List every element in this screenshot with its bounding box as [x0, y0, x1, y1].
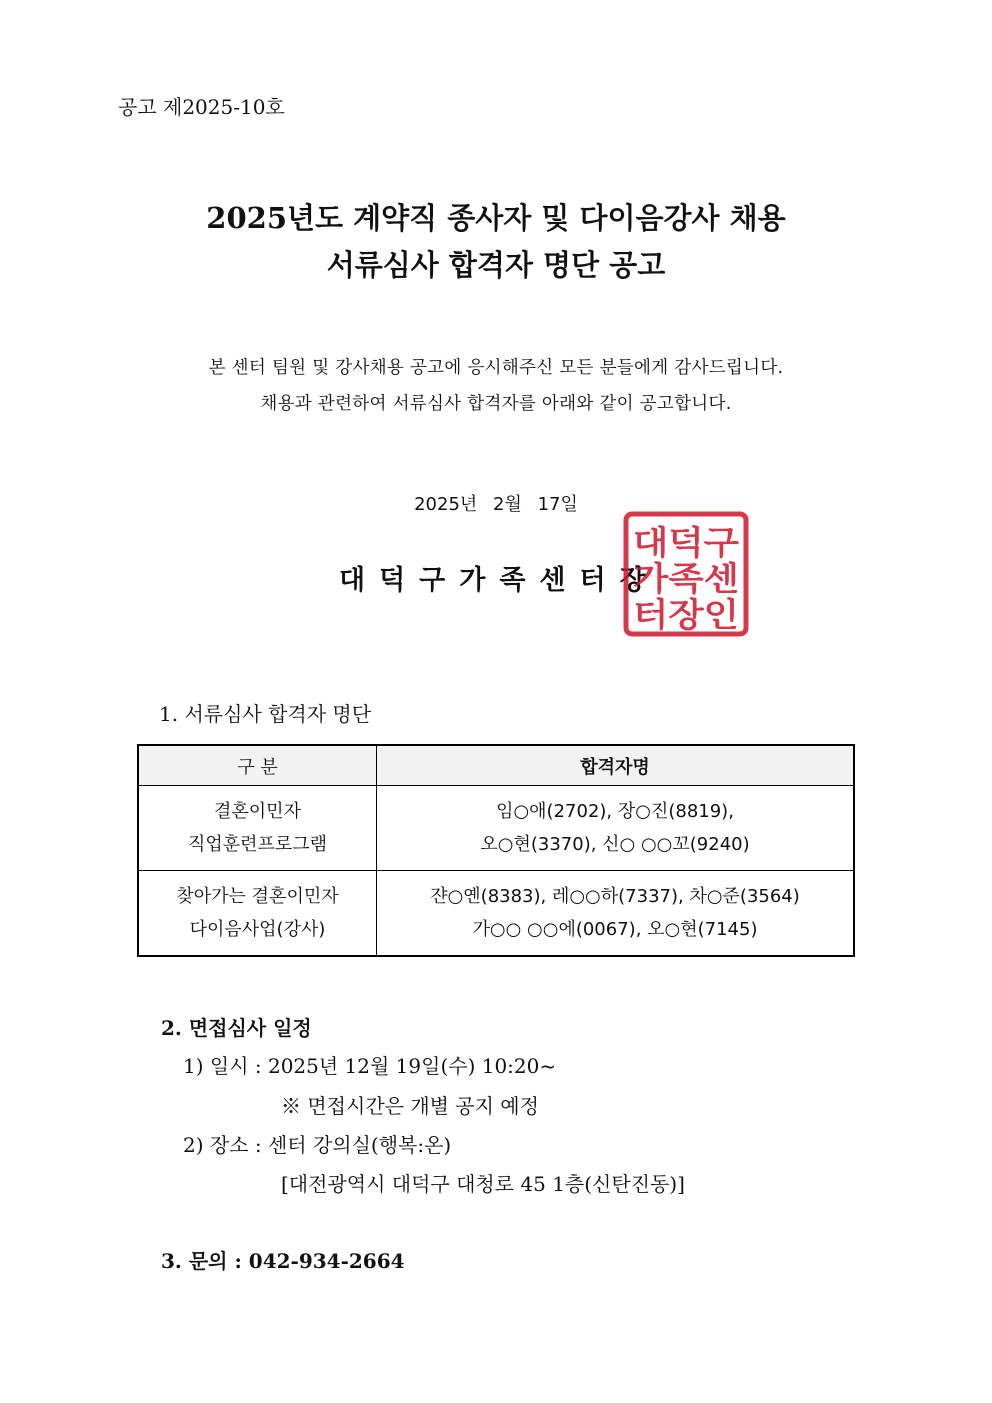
table-header-row: [138, 745, 854, 786]
seal-row-1: 대덕구: [633, 523, 740, 562]
names-line: 쟌○옌(8383), 레○○하(7337), 차○준(3564): [430, 886, 800, 907]
table-cell-category: [138, 871, 377, 957]
intro-line1: 본 센터 팀원 및 강사채용 공고에 응시해주신 모든 분들에게 감사드립니다.: [208, 358, 784, 378]
section2-heading: 2. 면접심사 일정: [161, 1016, 312, 1040]
interview-datetime: 1) 일시 : 2025년 12월 19일(수) 10:20~: [183, 1054, 557, 1078]
category-line: 결혼이민자: [214, 801, 301, 822]
table-row: [138, 871, 854, 957]
names-line: 임○애(2702), 장○진(8819),: [496, 801, 734, 822]
category-line: 직업훈련프로그램: [187, 834, 328, 855]
interview-place: 2) 장소 : 센터 강의실(행복:온): [183, 1133, 452, 1157]
table-row: [138, 786, 854, 871]
category-line: 다이음사업(강사): [189, 919, 326, 940]
notice-number: 공고 제2025-10호: [118, 95, 285, 119]
names-line: 가○○ ○○에(0067), 오○현(7145): [472, 919, 758, 940]
table-header-category: 구 분: [138, 745, 377, 786]
table-cell-names: [377, 871, 855, 957]
interview-time-note: ※ 면접시간은 개별 공지 예정: [281, 1094, 539, 1118]
notice-date: 2025년 2월 17일: [414, 494, 578, 515]
official-seal-stamp: [623, 511, 749, 637]
section1-heading: 1. 서류심사 합격자 명단: [159, 702, 372, 726]
intro-line2: 채용과 관련하여 서류심사 합격자를 아래와 같이 공고합니다.: [260, 394, 732, 414]
table-cell-category: [138, 786, 377, 871]
seal-row-3: 터장인: [633, 595, 739, 634]
page-title-line2: 서류심사 합격자 명단 공고: [326, 248, 666, 282]
passer-table: [137, 744, 855, 957]
interview-address: [대전광역시 대덕구 대청로 45 1층(신탄진동)]: [281, 1172, 685, 1196]
table-cell-names: [377, 786, 855, 871]
page-title-line1: 2025년도 계약직 종사자 및 다이음강사 채용: [206, 201, 786, 235]
category-line: 찾아가는 결혼이민자: [176, 886, 339, 907]
names-line: 오○현(3370), 신○ ○○꼬(9240): [480, 834, 750, 855]
table-header-names: 합격자명: [377, 745, 855, 786]
seal-row-2: 가족센: [633, 559, 739, 598]
section3-contact: 3. 문의 : 042-934-2664: [161, 1249, 405, 1273]
organization-name: 대덕구가족센터장: [339, 565, 660, 596]
